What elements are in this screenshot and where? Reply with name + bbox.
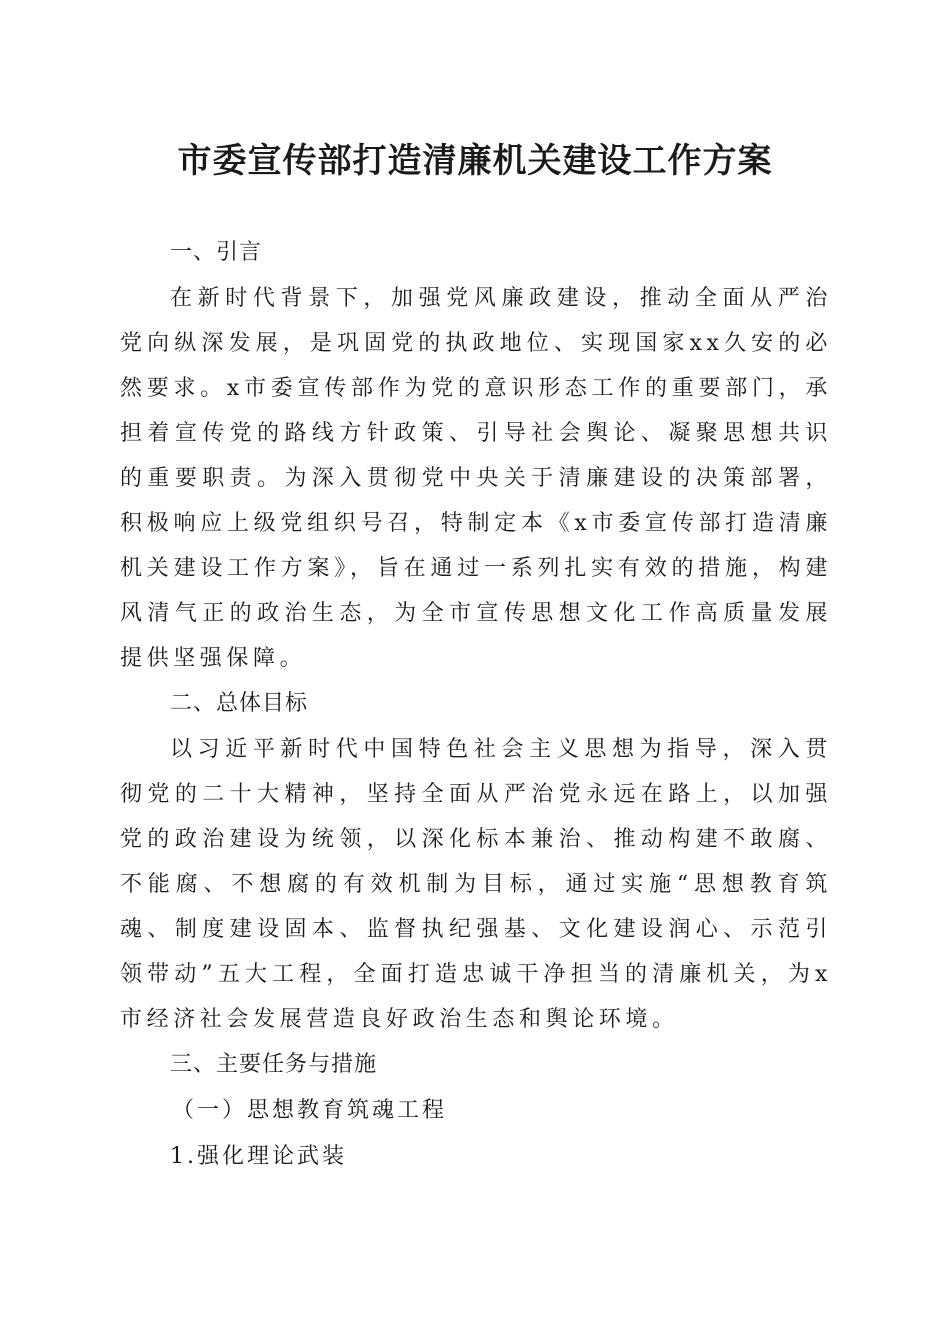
section-heading-intro: 一、引言 [170, 240, 263, 265]
document-title: 市委宣传部打造清廉机关建设工作方案 [177, 141, 773, 181]
section-heading-tasks: 三、主要任务与措施 [170, 1052, 378, 1077]
subsection-heading: （一）思想教育筑魂工程 [172, 1098, 448, 1123]
goals-paragraph: 以习近平新时代中国特色社会主义思想为指导，深入贯彻党的二十大精神，坚持全面从严治党永远在路上，以加强党的政治建设为统领，以深化标本兼治、推动构建不敢腐、不能腐、不想腐的有效机制为目标，通过实施“思想教育筑魂、制度建设固本、监督执纪强基、文化建设润心、示范引领带动”五大工程，全面打造忠诚干净担当的清廉机关，为x市经济社会发展营造良好政治生态和舆论环境。 [120, 737, 832, 1032]
intro-paragraph: 在新时代背景下，加强党风廉政建设，推动全面从严治党向纵深发展，是巩固党的执政地位、实现国家xx久安的必然要求。x市委宣传部作为党的意识形态工作的重要部门，承担着宣传党的路线方针政策、引导社会舆论、凝聚思想共识的重要职责。为深入贯彻党中央关于清廉建设的决策部署，积极响应上级党组织号召，特制定本《x市委宣传部打造清廉机关建设工作方案》，旨在通过一系列扎实有效的措施，构建风清气正的政治生态，为全市宣传思想文化工作高质量发展提供坚强保障。 [120, 286, 832, 671]
section-heading-goals: 二、总体目标 [170, 691, 309, 716]
document-body [120, 230, 832, 1180]
numbered-item: 1.强化理论武装 [170, 1144, 347, 1169]
